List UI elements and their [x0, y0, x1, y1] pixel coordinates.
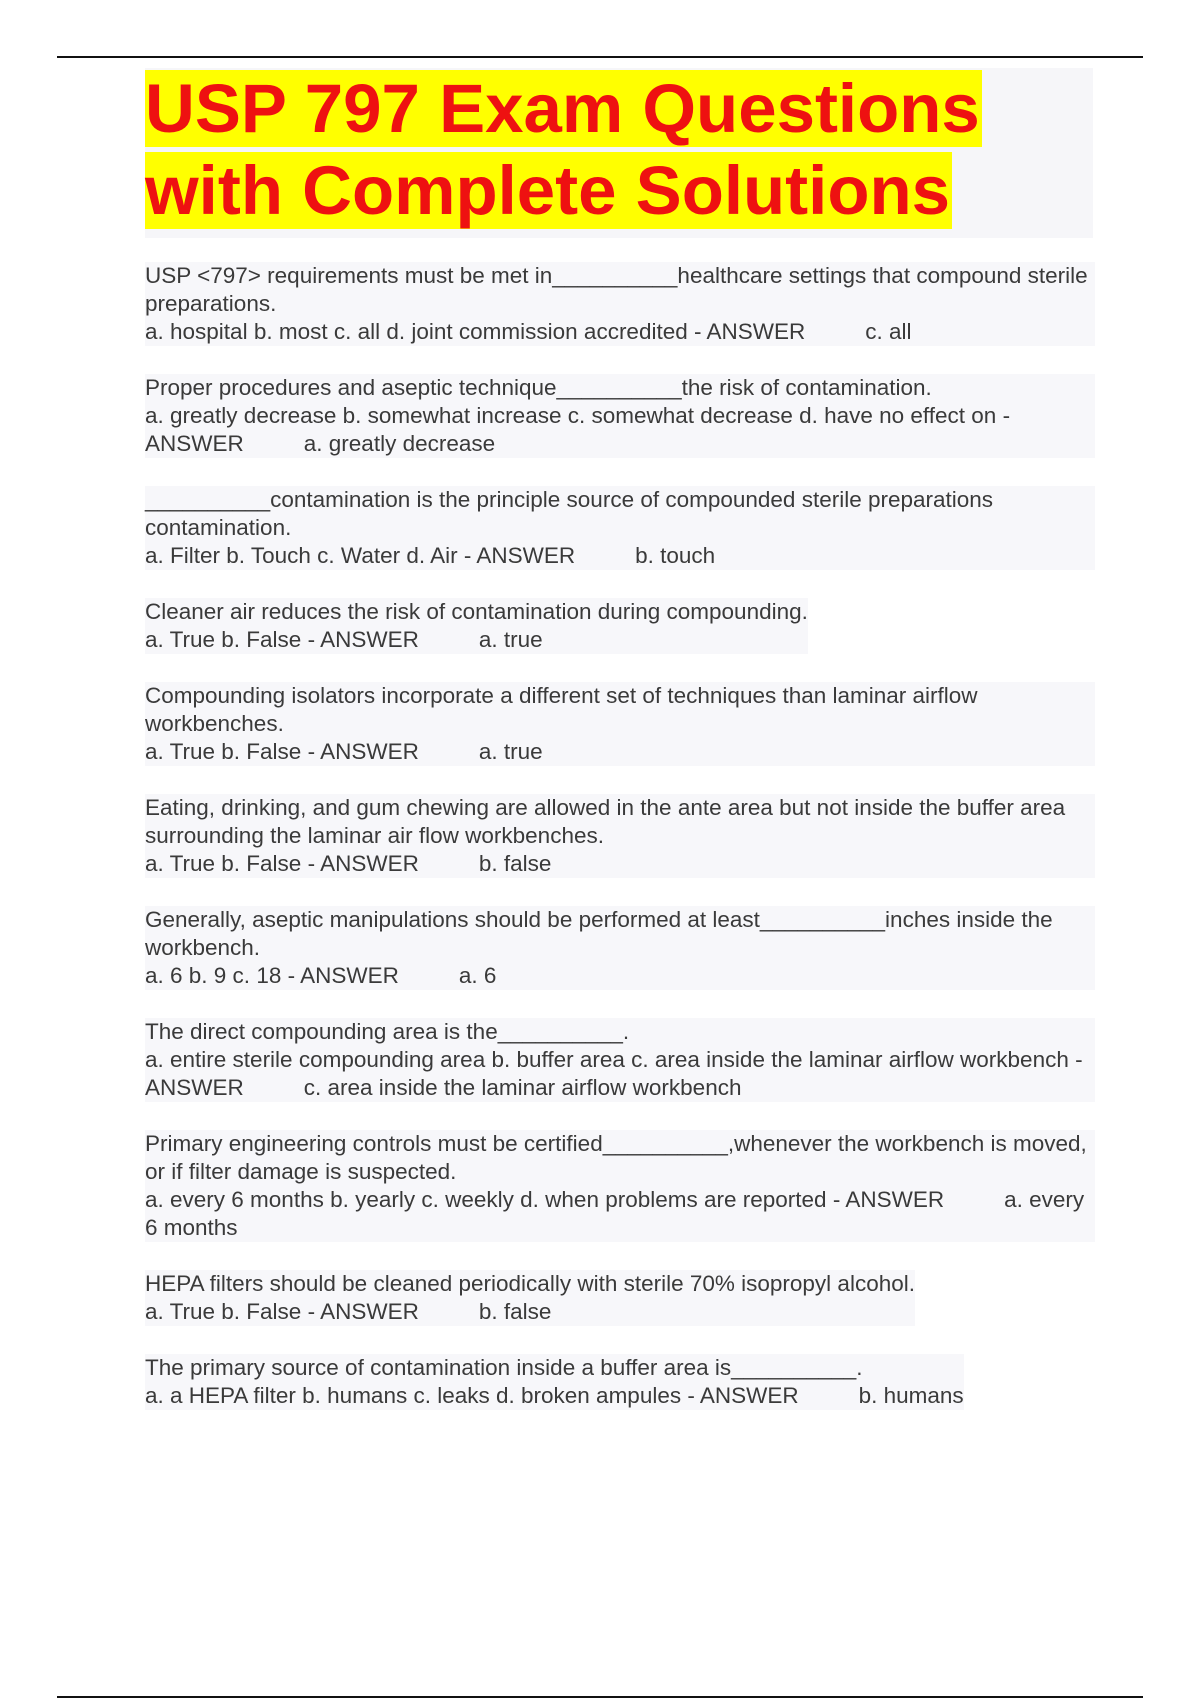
question-text: Proper procedures and aseptic technique__________the risk of contamination.	[145, 375, 932, 400]
choices-text: a. Filter b. Touch c. Water d. Air - ANSWER	[145, 543, 576, 568]
question-text: Cleaner air reduces the risk of contamination during compounding.	[145, 599, 808, 624]
question-text: Generally, aseptic manipulations should be performed at least__________inches inside the workbench.	[145, 907, 1053, 960]
answer-line	[145, 542, 1095, 570]
qa-item	[145, 598, 808, 654]
question-text: __________contamination is the principle source of compounded sterile preparations contamination.	[145, 487, 994, 540]
question-text: USP <797> requirements must be met in__________healthcare settings that compound sterile preparations.	[145, 263, 1088, 316]
answer-text: b. false	[478, 851, 552, 876]
question-text: Eating, drinking, and gum chewing are allowed in the ante area but not inside the buffer area surrounding the laminar air flow workbenches.	[145, 795, 1066, 848]
choices-text: a. True b. False - ANSWER	[145, 739, 419, 764]
title-block	[145, 68, 1093, 238]
answer-line	[145, 1186, 1095, 1242]
qa-item	[145, 682, 1095, 766]
choices-text: a. every 6 months b. yearly c. weekly d. when problems are reported - ANSWER	[145, 1187, 945, 1212]
answer-line	[145, 850, 1095, 878]
answer-line	[145, 318, 1095, 346]
qa-item	[145, 1270, 915, 1326]
choices-text: a. entire sterile compounding area b. buffer area c. area inside the laminar airflow workbench - ANSWER	[145, 1047, 1083, 1100]
question-text: Compounding isolators incorporate a different set of techniques than laminar airflow workbenches.	[145, 683, 978, 736]
answer-text: a. every 6 months	[145, 1187, 1085, 1240]
answer-line	[145, 962, 1095, 990]
qa-item	[145, 1018, 1095, 1102]
title-line-1: USP 797 Exam Questions	[145, 70, 980, 147]
question-text: The direct compounding area is the__________.	[145, 1019, 630, 1044]
qa-item	[145, 1130, 1095, 1242]
choices-text: a. hospital b. most c. all d. joint commission accredited - ANSWER	[145, 319, 806, 344]
qa-list	[145, 262, 1100, 1438]
choices-text: a. 6 b. 9 c. 18 - ANSWER	[145, 963, 399, 988]
answer-line	[145, 402, 1095, 458]
answer-text: a. 6	[458, 963, 497, 988]
answer-line	[145, 738, 1095, 766]
qa-item	[145, 1354, 964, 1410]
answer-text: a. greatly decrease	[303, 431, 496, 456]
answer-line	[145, 1046, 1095, 1102]
answer-text: c. all	[865, 319, 912, 344]
answer-line	[145, 626, 808, 654]
answer-text: a. true	[478, 627, 543, 652]
qa-item	[145, 486, 1095, 570]
answer-line	[145, 1382, 964, 1410]
answer-text: b. false	[478, 1299, 552, 1324]
qa-item	[145, 262, 1095, 346]
bottom-rule	[57, 1696, 1143, 1698]
answer-text: c. area inside the laminar airflow workbench	[303, 1075, 742, 1100]
qa-item	[145, 906, 1095, 990]
qa-item	[145, 794, 1095, 878]
top-rule	[57, 56, 1143, 58]
question-text: Primary engineering controls must be certified__________,whenever the workbench is moved, or if filter damage is suspected.	[145, 1131, 1087, 1184]
answer-text: a. true	[478, 739, 543, 764]
choices-text: a. True b. False - ANSWER	[145, 627, 419, 652]
choices-text: a. True b. False - ANSWER	[145, 851, 419, 876]
choices-text: a. greatly decrease b. somewhat increase c. somewhat decrease d. have no effect on - ANSWER	[145, 403, 1011, 456]
choices-text: a. a HEPA filter b. humans c. leaks d. broken ampules - ANSWER	[145, 1383, 799, 1408]
question-text: The primary source of contamination inside a buffer area is__________.	[145, 1355, 863, 1380]
choices-text: a. True b. False - ANSWER	[145, 1299, 419, 1324]
answer-text: b. humans	[858, 1383, 964, 1408]
document-title	[145, 68, 1093, 232]
title-line-2: with Complete Solutions	[145, 152, 950, 229]
answer-text: b. touch	[635, 543, 716, 568]
answer-line	[145, 1298, 915, 1326]
question-text: HEPA filters should be cleaned periodically with sterile 70% isopropyl alcohol.	[145, 1271, 915, 1296]
qa-item	[145, 374, 1095, 458]
